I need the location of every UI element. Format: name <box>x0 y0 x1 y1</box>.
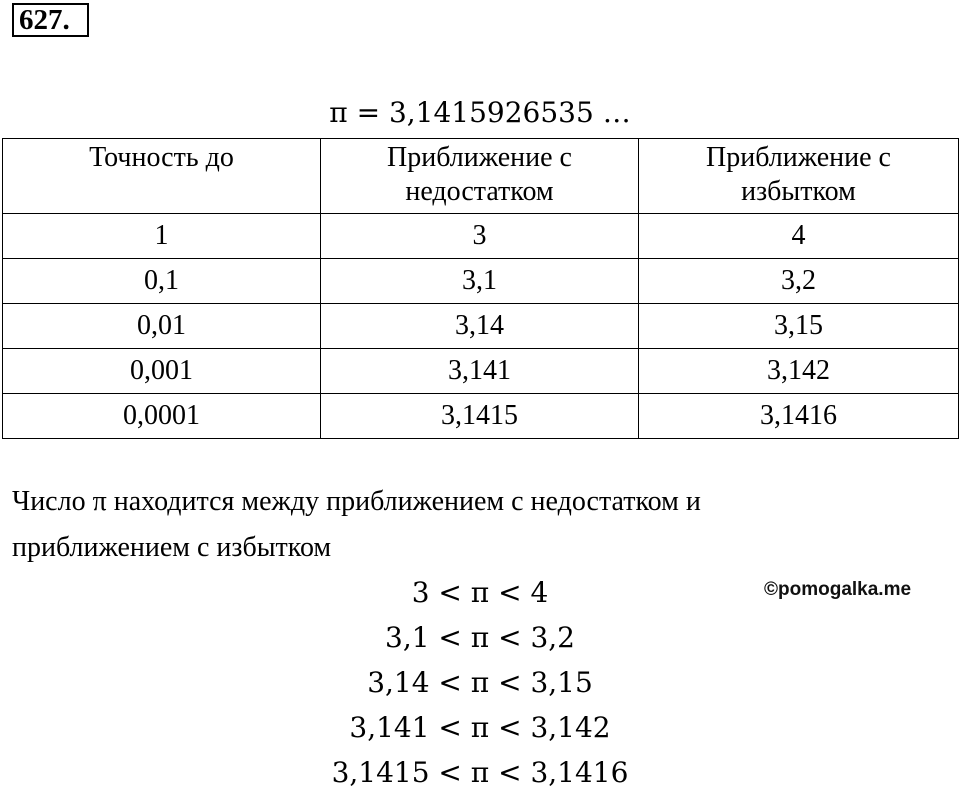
table-row <box>3 214 959 259</box>
cell-precision: 0,0001 <box>3 394 321 439</box>
cell-lower: 3,14 <box>321 304 639 349</box>
cell-upper: 3,15 <box>639 304 959 349</box>
header-lower-line2: недостатком <box>405 176 554 207</box>
table-row <box>3 394 959 439</box>
explanation-line-2: приближением с избытком <box>12 532 332 563</box>
inequality-2: 3,1 < π < 3,2 <box>385 621 575 654</box>
table-row <box>3 259 959 304</box>
header-precision <box>3 139 321 214</box>
header-upper-line2: избытком <box>741 176 856 207</box>
cell-upper: 3,1416 <box>639 394 959 439</box>
header-upper-approx <box>639 139 959 214</box>
watermark: ©pomogalka.me <box>764 579 912 600</box>
header-lower-approx <box>321 139 639 214</box>
cell-upper: 3,2 <box>639 259 959 304</box>
cell-precision: 0,001 <box>3 349 321 394</box>
inequality-4: 3,141 < π < 3,142 <box>349 711 611 744</box>
problem-number <box>12 3 89 37</box>
cell-lower: 3 <box>321 214 639 259</box>
inequality-5: 3,1415 < π < 3,1416 <box>331 756 629 789</box>
cell-lower: 3,141 <box>321 349 639 394</box>
cell-precision: 0,1 <box>3 259 321 304</box>
table-row <box>3 349 959 394</box>
inequality-1: 3 < π < 4 <box>411 576 549 609</box>
cell-precision: 0,01 <box>3 304 321 349</box>
cell-lower: 3,1415 <box>321 394 639 439</box>
cell-lower: 3,1 <box>321 259 639 304</box>
pi-formula: π = 3,1415926535 … <box>329 96 631 129</box>
header-lower-line1: Приближение с <box>387 142 572 173</box>
problem-number-text: 627 <box>19 4 63 36</box>
inequality-3: 3,14 < π < 3,15 <box>367 666 593 699</box>
header-precision-text: Точность до <box>89 142 234 173</box>
problem-number-dot: . <box>62 4 70 36</box>
approximation-table <box>2 138 959 439</box>
cell-upper: 3,142 <box>639 349 959 394</box>
table-header-row <box>3 139 959 214</box>
cell-upper: 4 <box>639 214 959 259</box>
cell-precision: 1 <box>3 214 321 259</box>
header-upper-line1: Приближение с <box>706 142 891 173</box>
table-row <box>3 304 959 349</box>
explanation-line-1: Число π находится между приближением с недостатком и <box>12 486 701 517</box>
